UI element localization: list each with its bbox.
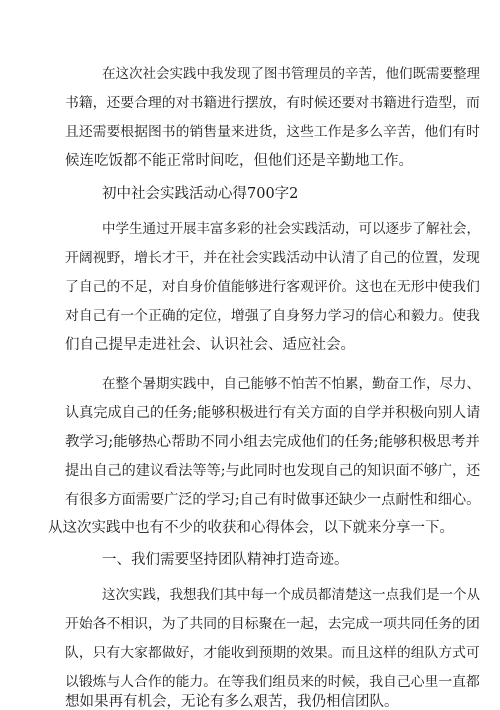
paragraph-3-line-3: 教学习;能够热心帮助不同小组去完成他们的任务;能够积极思考并 (65, 434, 480, 450)
paragraph-1-line-3: 且还需要根据图书的销售量来进货，这些工作是多么辛苦，他们有时 (65, 124, 480, 140)
paragraph-3-line-2: 认真完成自己的任务;能够积极进行有关方面的自学并积极向别人请 (65, 405, 481, 421)
paragraph-1-line-1: 在这次社会实践中我发现了图书管理员的辛苦，他们既需要整理 (102, 66, 480, 82)
paragraph-5-line-4: 以锻炼与人合作的能力。在等我们组员来的时候，我自己心里一直都 (65, 674, 480, 690)
paragraph-5-line-1: 这次实践，我想我们其中每一个成员都清楚这一点我们是一个从 (102, 587, 480, 603)
paragraph-4-line-1: 从这次实践中也有不少的收获和心得体会，以下就来分享一下。 (48, 520, 454, 536)
paragraph-5-line-3: 队，只有大家都做好，才能收到预期的效果。而且这样的组队方式可 (65, 645, 480, 661)
paragraph-2-line-4: 对自己有一个正确的定位，增强了自身努力学习的信心和毅力。使我 (65, 308, 480, 324)
paragraph-3-line-5: 有很多方面需要广泛的学习;自己有时做事还缺少一点耐性和细心。 (65, 492, 481, 508)
paragraph-2-line-3: 了自己的不足，对自身价值能够进行客观评价。这也在无形中使我们 (65, 279, 480, 295)
paragraph-1-line-2: 书籍，还要合理的对书籍进行摆放，有时候还要对书籍进行造型，而 (65, 95, 480, 111)
paragraph-3-line-1: 在整个暑期实践中，自己能够不怕苦不怕累，勤奋工作，尽力、 (102, 376, 480, 392)
paragraph-3-line-4: 提出自己的建议看法等等;与此同时也发现自己的知识面不够广，还 (65, 463, 481, 479)
paragraph-5-line-5: 想如果再有机会，无论有多么艰苦，我仍相信团队。 (65, 694, 399, 710)
paragraph-5-line-2: 开始各不相识，为了共同的目标聚在一起，去完成一项共同任务的团 (65, 616, 480, 632)
paragraph-2-line-1: 中学生通过开展丰富多彩的社会实践活动，可以逐步了解社会， (102, 221, 480, 237)
section-heading: 初中社会实践活动心得700字2 (102, 186, 299, 202)
paragraph-2-line-2: 开阔视野，增长才干，并在社会实践活动中认清了自己的位置，发现 (65, 250, 480, 266)
paragraph-1-line-4: 候连吃饭都不能正常时间吃，但他们还是辛勤地工作。 (65, 153, 413, 169)
paragraph-2-line-5: 们自己提早走进社会、认识社会、适应社会。 (65, 337, 355, 353)
subheading-teamwork: 一、我们需要坚持团队精神打造奇迹。 (102, 552, 349, 568)
